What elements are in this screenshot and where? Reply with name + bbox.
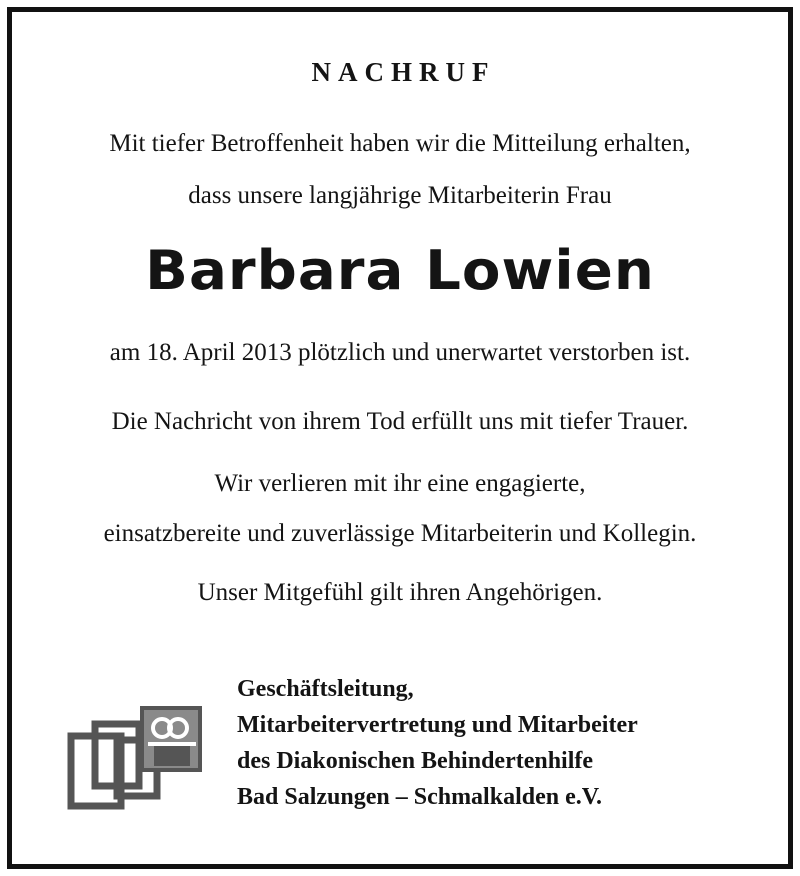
loss-line-2: einsatzbereite und zuverlässige Mitarbeiterin und Kollegin.	[103, 520, 697, 547]
heading: NACHRUF	[311, 57, 496, 87]
grief-line: Die Nachricht von ihrem Tod erfüllt uns mit tiefer Trauer.	[111, 408, 689, 435]
signature-line-4: Bad Salzungen – Schmalkalden e.V.	[237, 784, 602, 810]
signature-block	[237, 671, 638, 815]
death-line: am 18. April 2013 plötzlich und unerwartet verstorben ist.	[109, 339, 691, 366]
intro-line-2: dass unsere langjährige Mitarbeiterin Frau	[188, 182, 612, 209]
loss-line-1: Wir verlieren mit ihr eine engagierte,	[214, 470, 586, 497]
sympathy-line: Unser Mitgefühl gilt ihren Angehörigen.	[197, 579, 603, 606]
diakonie-logo-icon	[64, 706, 204, 814]
intro-line-1: Mit tiefer Betroffenheit haben wir die Mitteilung erhalten,	[109, 130, 691, 157]
deceased-name: Barbara Lowien	[145, 239, 655, 302]
signature-line-2: Mitarbeitervertretung und Mitarbeiter	[237, 712, 638, 738]
signature-line-1: Geschäftsleitung,	[237, 676, 414, 702]
signature-line-3: des Diakonischen Behindertenhilfe	[237, 748, 594, 774]
